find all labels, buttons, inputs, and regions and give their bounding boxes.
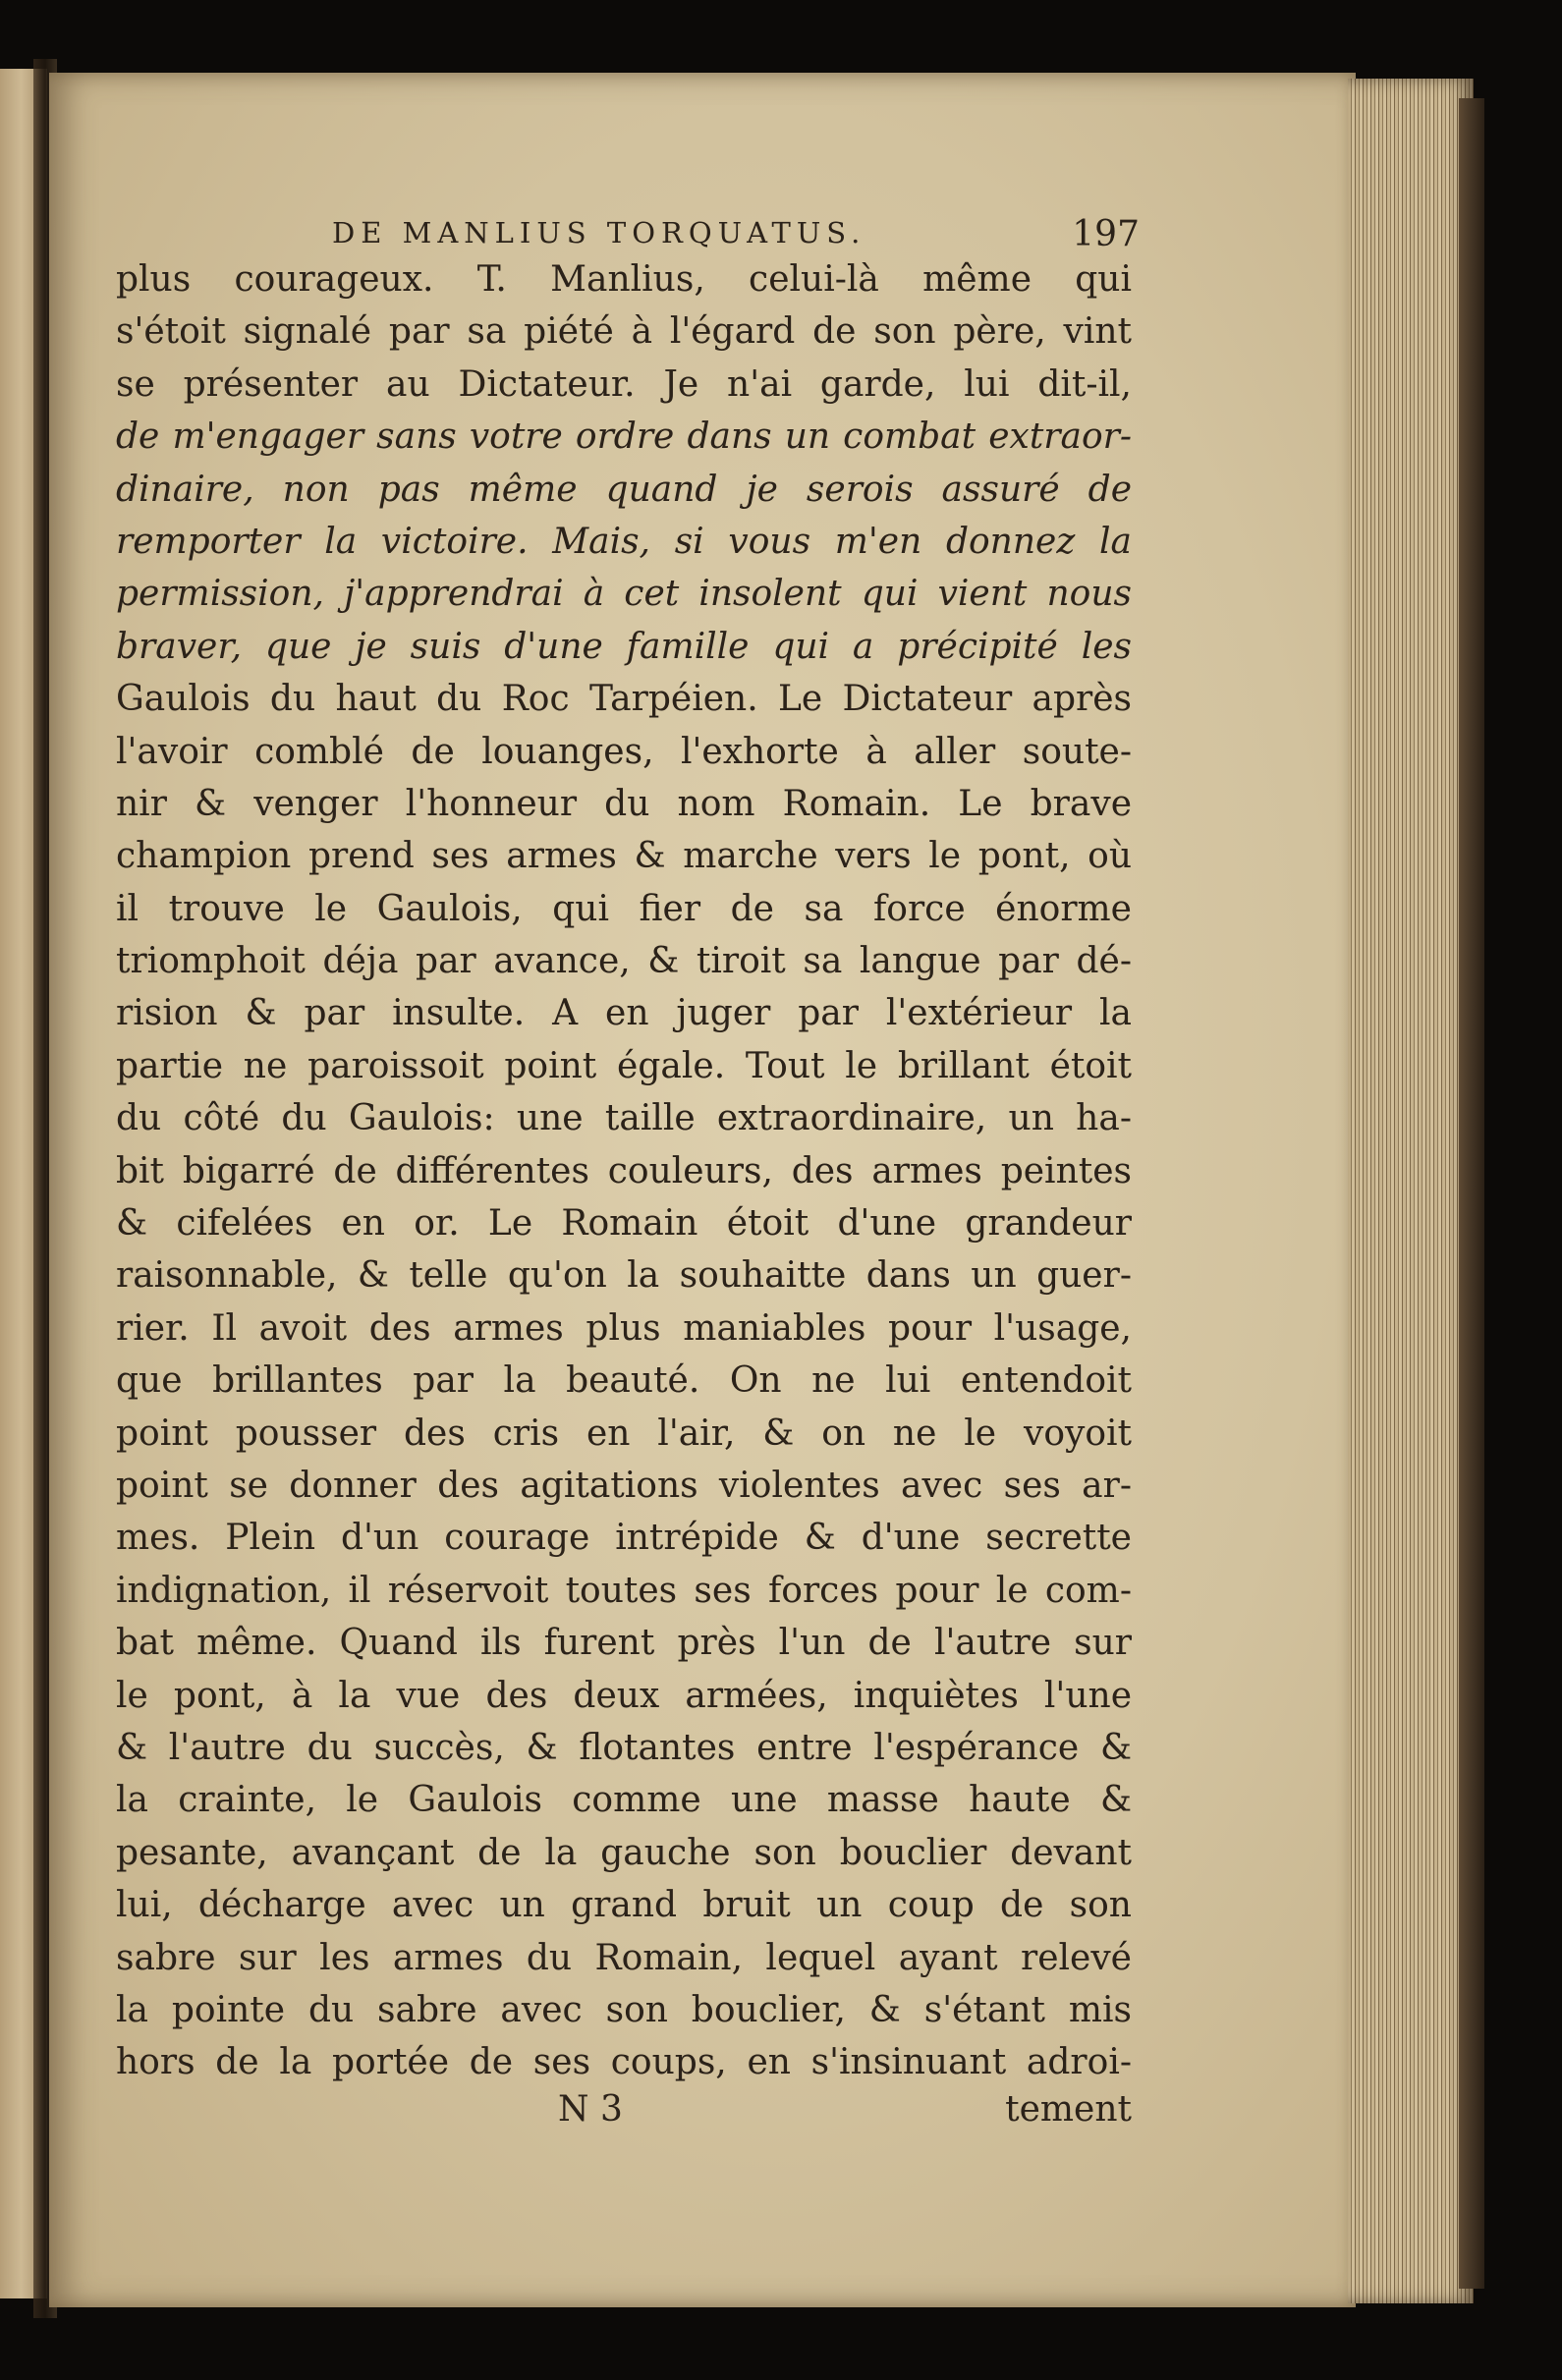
page-stack-edges [1348,79,1474,2303]
text-line: bat même. Quand ils furent près l'un de l'autre sur [116,1623,1132,1664]
text-line: le pont, à la vue des deux armées, inquiètes l'une [116,1675,1132,1716]
running-head-title: DE MANLIUS TORQUATUS. [332,216,866,249]
text-line: indignation, il réservoit toutes ses forces pour le com- [116,1570,1132,1611]
text-line: pesante, avançant de la gauche son bouclier devant [116,1832,1132,1873]
text-line: & l'autre du succès, & flotantes entre l'espérance & [116,1727,1132,1768]
page-footer [116,2089,1132,2142]
book-cover-edge [1459,98,1484,2289]
page-text-block [116,196,1140,2142]
text-line: il trouve le Gaulois, qui fier de sa force énorme [116,888,1132,929]
text-line: braver, que je suis d'une famille qui a précipité les [116,626,1132,667]
text-line: la crainte, le Gaulois comme une masse haute & [116,1780,1132,1821]
text-line: bit bigarré de différentes couleurs, des armes peintes [116,1150,1132,1191]
text-line: triomphoit déja par avance, & tiroit sa langue par dé- [116,941,1132,982]
text-line: se présenter au Dictateur. Je n'ai garde, lui dit-il, [116,363,1132,405]
text-line: champion prend ses armes & marche vers le pont, où [116,836,1132,877]
text-line: s'étoit signalé par sa piété à l'égard de son père, vint [116,311,1132,353]
page-number: 197 [1072,214,1140,254]
text-line: de m'engager sans votre ordre dans un combat extraor- [116,416,1132,458]
text-line: plus courageux. T. Manlius, celui-là même qui [116,259,1132,300]
text-line: que brillantes par la beauté. On ne lui entendoit [116,1360,1132,1402]
text-line: rision & par insulte. A en juger par l'extérieur la [116,993,1132,1034]
text-line: rier. Il avoit des armes plus maniables pour l'usage, [116,1307,1132,1349]
text-line: du côté du Gaulois: une taille extraordinaire, un ha- [116,1098,1132,1139]
body-text [116,253,1132,2089]
text-line: remporter la victoire. Mais, si vous m'en donnez la [116,521,1132,562]
text-line: hors de la portée de ses coups, en s'insinuant adroi- [116,2042,1132,2083]
text-line: Gaulois du haut du Roc Tarpéien. Le Dictateur après [116,679,1132,720]
text-line: nir & venger l'honneur du nom Romain. Le brave [116,783,1132,824]
text-line: raisonnable, & telle qu'on la souhaitte dans un guer- [116,1255,1132,1297]
text-line: partie ne paroissoit point égale. Tout le brillant étoit [116,1045,1132,1086]
running-head [116,196,1140,254]
text-line: permission, j'apprendrai à cet insolent qui vient nous [116,574,1132,615]
text-line: sabre sur les armes du Romain, lequel ayant relevé [116,1937,1132,1978]
signature-mark: N 3 [558,2088,623,2130]
text-line: l'avoir comblé de louanges, l'exhorte à aller soute- [116,731,1132,772]
text-line: point pousser des cris en l'air, & on ne le voyoit [116,1412,1132,1454]
text-line: & cifelées en or. Le Romain étoit d'une grandeur [116,1203,1132,1245]
text-line: lui, décharge avec un grand bruit un coup de son [116,1885,1132,1926]
text-line: dinaire, non pas même quand je serois assuré de [116,469,1132,510]
text-line: la pointe du sabre avec son bouclier, & s'étant mis [116,1989,1132,2030]
catchword: tement [1005,2088,1132,2130]
text-line: mes. Plein d'un courage intrépide & d'une secrette [116,1518,1132,1559]
text-line: point se donner des agitations violentes avec ses ar- [116,1465,1132,1506]
